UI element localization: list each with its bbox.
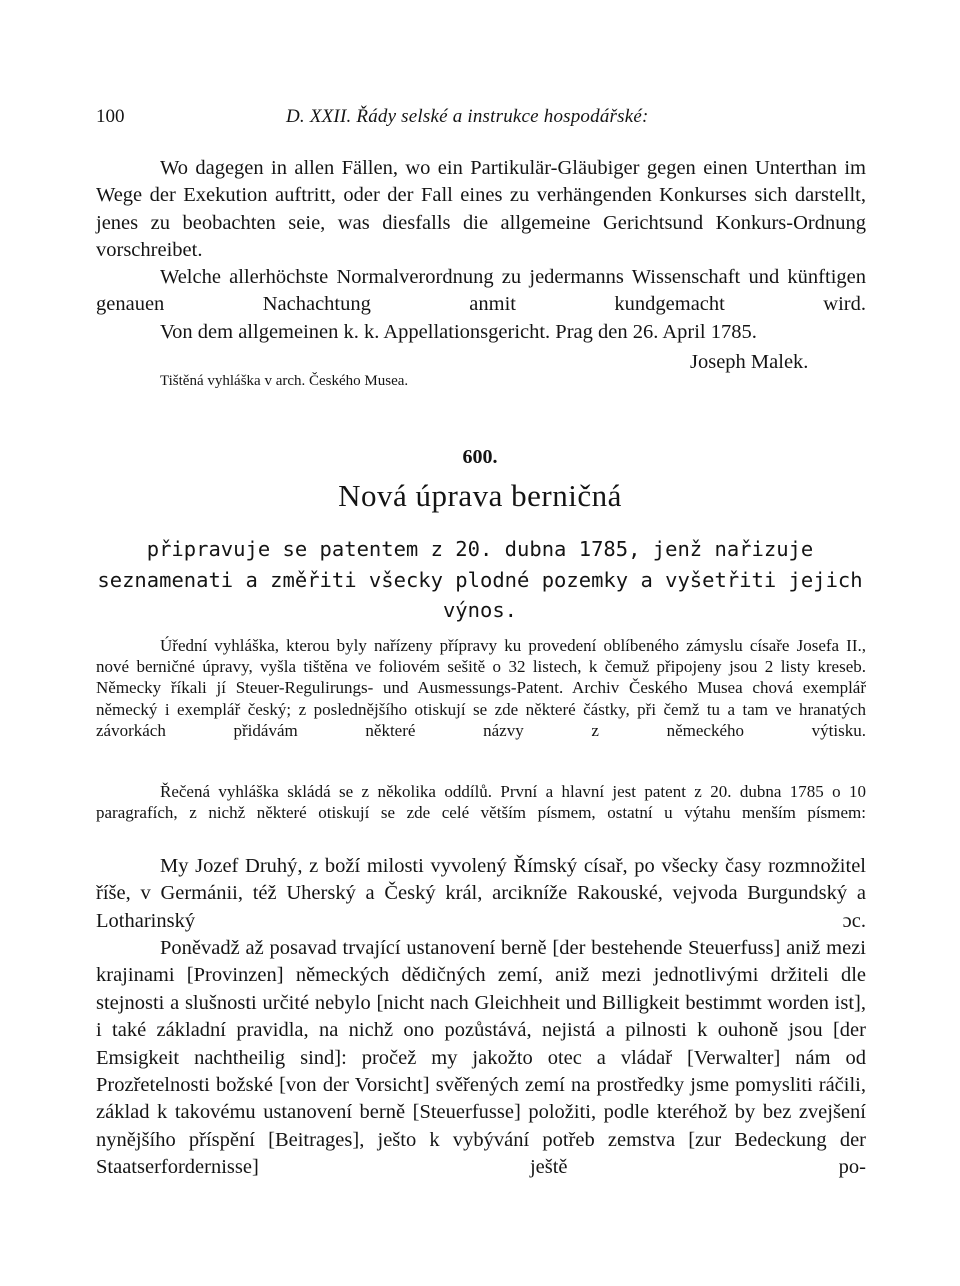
running-title: D. XXII. Řády selské a instrukce hospodářské: xyxy=(286,106,649,127)
page-number: 100 xyxy=(96,106,125,127)
german-paragraph-2: Welche allerhöchste Normalverordnung zu jedermanns Wissenschaft und künftigen genauen Nachachtung anmit kundgemacht wird. xyxy=(96,266,866,316)
section-title: Nová úprava berničná xyxy=(338,478,622,513)
signature: Joseph Malek. xyxy=(690,351,809,373)
note-paragraph-1: Úřední vyhláška, kterou byly nařízeny přípravy ku provedení oblíbeného zámyslu císaře Josefa II., nové berničné úpravy, vyšla tištěna ve foliovém sešitě o 32 listech, k čemuž připojeny jsou 2 listy kreseb. Německy říkali jí Steuer-Regulirungs- und Ausmessungs-Patent. Archiv Českého Musea chová exemplář německý i exemplář český; z poslednějšího otiskují se zde některé částky, při čemž tu a tam ve hranatých závorkách přidávám některé názvy z německého výtisku. xyxy=(96,636,866,740)
section-subtitle: připravuje se patentem z 20. dubna 1785, jenž nařizuje seznamenati a změřiti všecky plodné pozemky a vyšetřiti jejich výnos. xyxy=(97,537,863,622)
source-note: Tištěná vyhláška v arch. Českého Musea. xyxy=(160,373,409,389)
patent-paragraph-1: My Jozef Druhý, z boží milosti vyvolený Římský císař, po všecky časy rozmnožitel říše, v Germánii, též Uherský a Český král, arcikníže Rakouské, vejvoda Burgundský a Lotharinský ɔc. xyxy=(96,855,866,932)
german-paragraph-1: Wo dagegen in allen Fällen, wo ein Partikulär-Gläubiger gegen einen Unterthan im Wege der Exekution auftritt, oder der Fall eines zu verhängenden Konkurses sich darstellt, jenes zu beobachten seie, was diesfalls die allgemeine Gerichtsund Konkurs-Ordnung vorschreibet. xyxy=(96,157,866,262)
german-paragraph-3: Von dem allgemeinen k. k. Appellationsgericht. Prag den 26. April 1785. xyxy=(160,321,757,343)
patent-paragraph-2: Poněvadž až posavad trvající ustanovení berně [der bestehende Steuerfuss] aniž mezi krajinami [Provinzen] německých dědičných zemí, aniž mezi jednotlivými držiteli dle stejnosti a slušnosti určité nebylo [nicht nach Gleichheit und Billigkeit bestimmt worden ist], i také základní pravidla, na nichž ono pozůstává, nejistá a pilnosti k ouhoně jsou [der Emsigkeit nachtheilig sind]: pročež my jakožto otec a vládař [Verwalter] nám od Prozřetelnosti božské [von der Vorsicht] svěřených zemí na prostředky jsme pomysliti ráčili, základ k takovému ustanovení berně [Steuerfusse] položiti, podle kteréhož by bez zvejšení nynějšího příspění [Beitrages], ješto k vybývání potřeb zemstva [zur Bedeckung der Staatserfordernisse] ještě po- xyxy=(96,937,866,1179)
section-number: 600. xyxy=(462,446,498,468)
note-paragraph-2: Řečená vyhláška skládá se z několika oddílů. První a hlavní jest patent z 20. dubna 1785 o 10 paragrafích, z nichž některé otiskují se zde celé větším písmem, ostatní u výtahu menším písmem: xyxy=(96,782,866,823)
